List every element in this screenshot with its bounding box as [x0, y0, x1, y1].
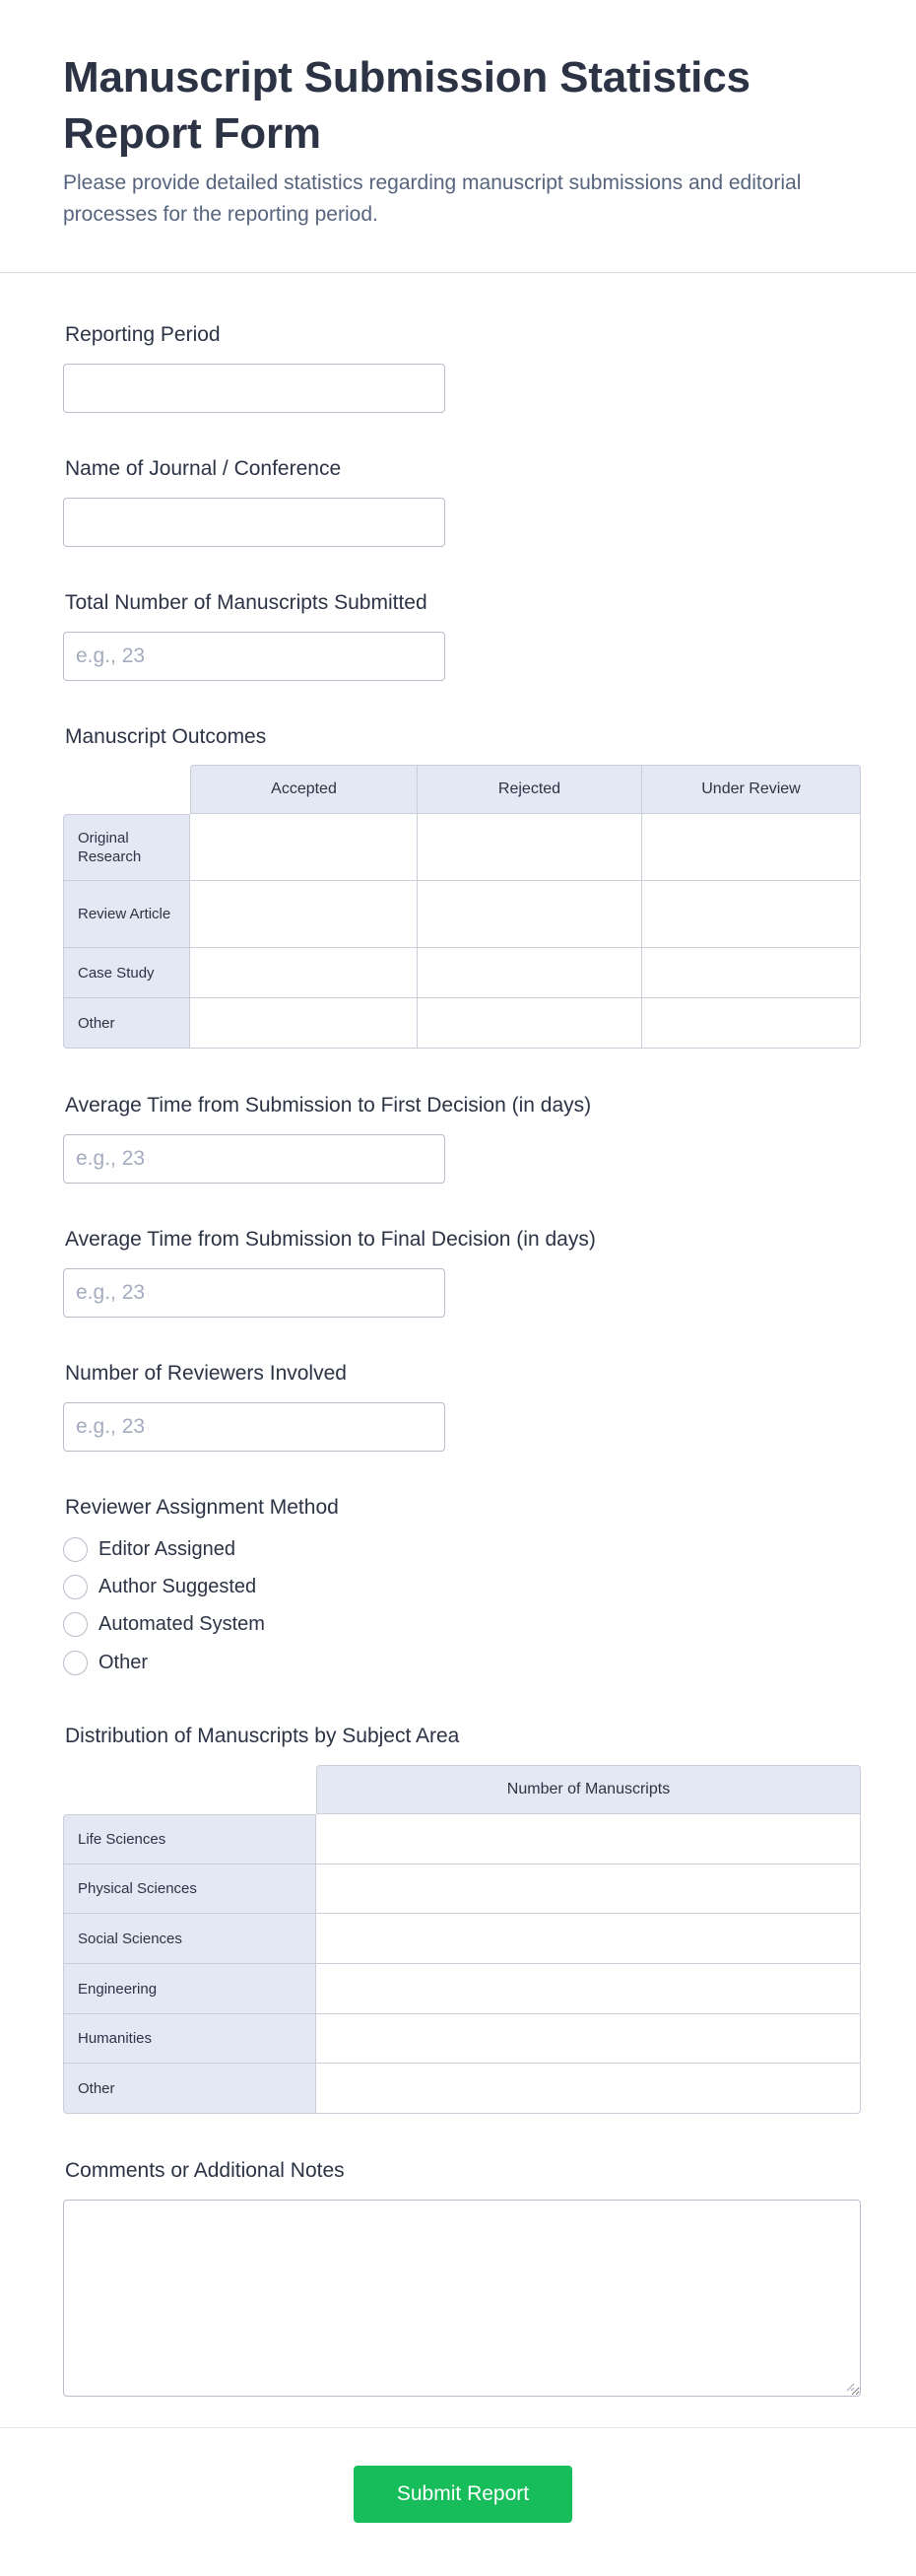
row-header-physical-sciences: Physical Sciences [63, 1864, 316, 1914]
cell-input[interactable] [316, 1830, 860, 1848]
cell-input[interactable] [190, 839, 417, 856]
distribution-section [63, 1724, 459, 1749]
radio-label: Editor Assigned [98, 1537, 235, 1560]
cell-input[interactable] [418, 964, 641, 982]
table-row [63, 1914, 861, 1964]
table-row [63, 2014, 861, 2064]
form-header [0, 0, 916, 273]
cell-input[interactable] [642, 964, 860, 982]
outcomes-matrix [63, 765, 861, 1049]
journal-name-label: Name of Journal / Conference [65, 457, 342, 480]
cell-other-rejected[interactable] [418, 998, 642, 1049]
cell-review-article-under-review[interactable] [642, 881, 861, 948]
cell-review-article-rejected[interactable] [418, 881, 642, 948]
total-submitted-label: Total Number of Manuscripts Submitted [65, 591, 427, 614]
outcomes-label: Manuscript Outcomes [65, 725, 267, 748]
table-row [63, 1814, 861, 1864]
cell-original-research-under-review[interactable] [642, 814, 861, 881]
num-reviewers-input[interactable] [63, 1402, 445, 1452]
cell-input[interactable] [316, 2079, 860, 2097]
row-header-social-sciences: Social Sciences [63, 1914, 316, 1964]
comments-textarea[interactable] [63, 2200, 861, 2397]
row-header-life-sciences: Life Sciences [63, 1814, 316, 1864]
cell-input[interactable] [418, 906, 641, 923]
radio-author-suggested[interactable] [63, 1573, 256, 1600]
avg-final-decision-section [63, 1227, 596, 1253]
radio-circle-icon[interactable] [63, 1537, 88, 1562]
outcomes-section [63, 724, 266, 750]
table-row [63, 881, 861, 948]
avg-final-decision-input[interactable] [63, 1268, 445, 1318]
resize-handle-icon[interactable] [845, 2382, 855, 2392]
assignment-label: Reviewer Assignment Method [65, 1496, 339, 1519]
submit-report-button[interactable]: Submit Report [354, 2466, 572, 2523]
avg-first-decision-section [63, 1093, 591, 1119]
row-header-humanities: Humanities [63, 2014, 316, 2064]
cell-input[interactable] [316, 1880, 860, 1898]
journal-name-input[interactable] [63, 498, 445, 547]
column-header-number-of-manuscripts: Number of Manuscripts [316, 1765, 861, 1814]
reporting-period-input[interactable] [63, 364, 445, 413]
cell-input[interactable] [642, 906, 860, 923]
cell-case-study-under-review[interactable] [642, 948, 861, 998]
radio-label: Automated System [98, 1612, 265, 1635]
reporting-period-label: Reporting Period [65, 323, 221, 346]
cell-other[interactable] [316, 2064, 861, 2114]
table-row [63, 2064, 861, 2114]
table-row [63, 1864, 861, 1914]
radio-automated-system[interactable] [63, 1610, 265, 1638]
cell-review-article-accepted[interactable] [190, 881, 418, 948]
row-header-other: Other [63, 998, 190, 1049]
cell-other-under-review[interactable] [642, 998, 861, 1049]
reporting-period-section [63, 322, 221, 348]
row-header-original-research: Original Research [63, 814, 190, 881]
cell-other-accepted[interactable] [190, 998, 418, 1049]
distribution-label: Distribution of Manuscripts by Subject Area [65, 1725, 460, 1747]
column-header-under-review: Under Review [642, 765, 861, 814]
cell-input[interactable] [642, 1014, 860, 1032]
radio-label: Other [98, 1651, 149, 1673]
cell-input[interactable] [316, 1980, 860, 1998]
radio-other[interactable] [63, 1649, 148, 1676]
cell-input[interactable] [418, 839, 641, 856]
radio-label: Author Suggested [98, 1575, 257, 1597]
cell-case-study-accepted[interactable] [190, 948, 418, 998]
cell-physical-sciences[interactable] [316, 1864, 861, 1914]
cell-humanities[interactable] [316, 2014, 861, 2064]
table-row [63, 948, 861, 998]
cell-input[interactable] [190, 906, 417, 923]
num-reviewers-label: Number of Reviewers Involved [65, 1362, 347, 1385]
avg-first-decision-label: Average Time from Submission to First Decision (in days) [65, 1094, 592, 1117]
comments-section [63, 2158, 345, 2184]
column-header-rejected: Rejected [418, 765, 642, 814]
cell-input[interactable] [316, 2030, 860, 2048]
row-header-other: Other [63, 2064, 316, 2114]
radio-editor-assigned[interactable] [63, 1535, 235, 1563]
cell-original-research-rejected[interactable] [418, 814, 642, 881]
cell-input[interactable] [190, 964, 417, 982]
row-header-engineering: Engineering [63, 1964, 316, 2014]
cell-engineering[interactable] [316, 1964, 861, 2014]
total-submitted-input[interactable] [63, 632, 445, 681]
total-submitted-section [63, 590, 427, 616]
radio-circle-icon[interactable] [63, 1612, 88, 1637]
table-row [63, 998, 861, 1049]
avg-first-decision-input[interactable] [63, 1134, 445, 1184]
page-title: Manuscript Submission Statistics Report Form [63, 53, 751, 158]
cell-input[interactable] [190, 1014, 417, 1032]
page-subtitle: Please provide detailed statistics regarding manuscript submissions and editorial processes for the reporting period. [63, 171, 802, 226]
matrix-corner [63, 765, 190, 814]
table-row [63, 1964, 861, 2014]
avg-final-decision-label: Average Time from Submission to Final Decision (in days) [65, 1228, 596, 1251]
column-header-accepted: Accepted [190, 765, 418, 814]
num-reviewers-section [63, 1361, 347, 1387]
comments-label: Comments or Additional Notes [65, 2159, 345, 2182]
cell-original-research-accepted[interactable] [190, 814, 418, 881]
radio-circle-icon[interactable] [63, 1651, 88, 1675]
table-row [63, 814, 861, 881]
cell-input[interactable] [418, 1014, 641, 1032]
cell-life-sciences[interactable] [316, 1814, 861, 1864]
footer-divider [0, 2427, 916, 2428]
assignment-section [63, 1495, 339, 1521]
row-header-review-article: Review Article [63, 881, 190, 948]
matrix-corner [63, 1765, 316, 1814]
cell-input[interactable] [642, 839, 860, 856]
journal-name-section [63, 456, 341, 482]
cell-input[interactable] [316, 1930, 860, 1947]
distribution-matrix [63, 1765, 861, 2114]
radio-circle-icon[interactable] [63, 1575, 88, 1599]
cell-social-sciences[interactable] [316, 1914, 861, 1964]
row-header-case-study: Case Study [63, 948, 190, 998]
cell-case-study-rejected[interactable] [418, 948, 642, 998]
